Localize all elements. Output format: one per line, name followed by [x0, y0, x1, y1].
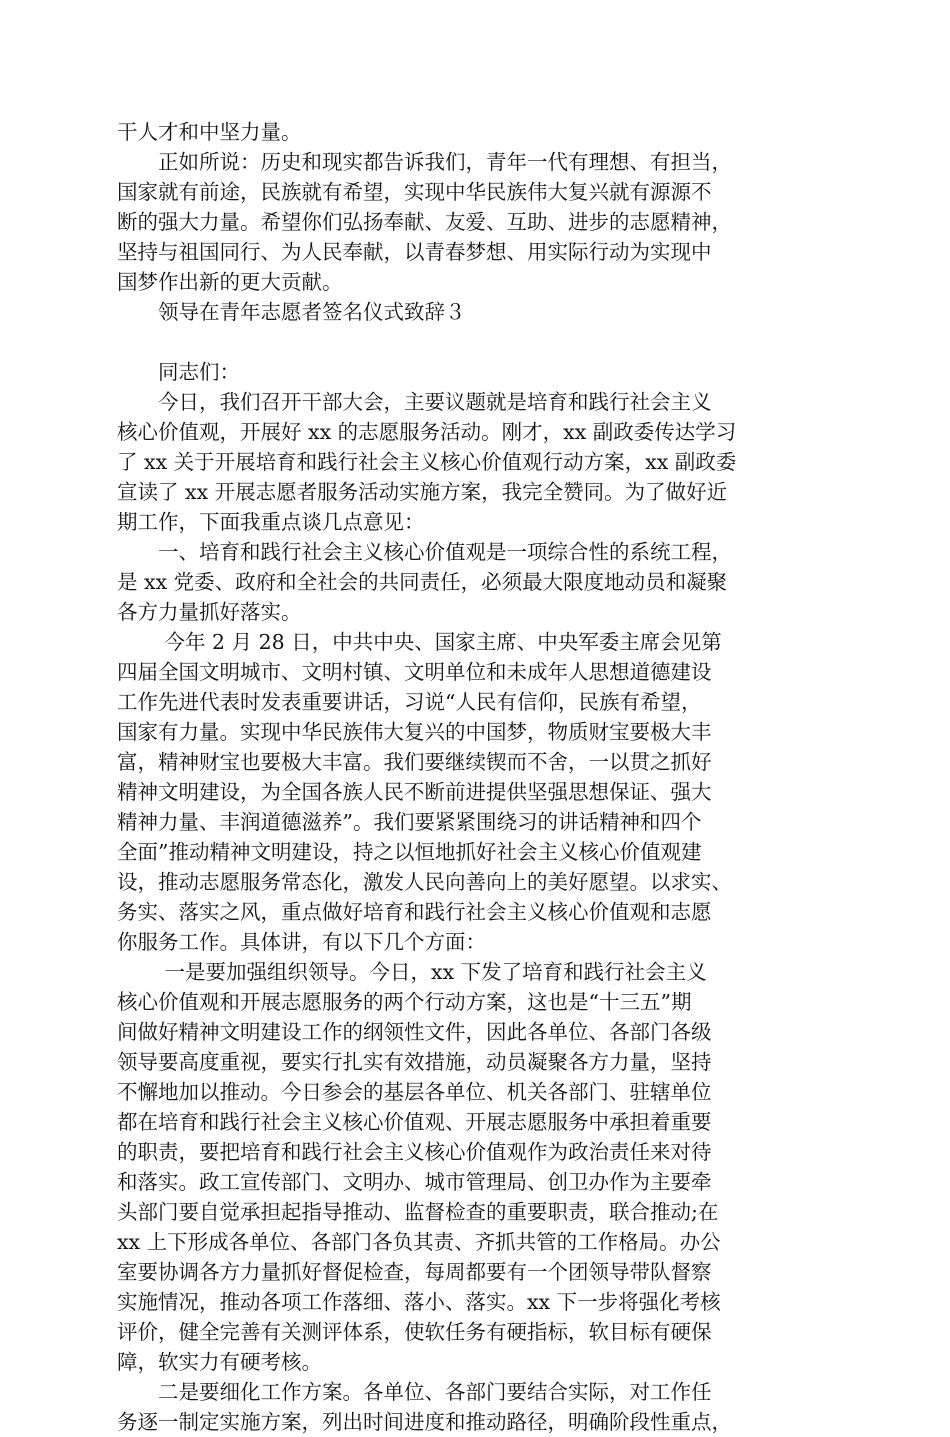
text-line: 是 xx 党委、政府和全社会的共同责任，必须最大限度地动员和凝聚 [117, 570, 728, 594]
text-line: 今日，我们召开干部大会，主要议题就是培育和践行社会主义 [117, 390, 712, 414]
text-line: 不懈地加以推动。今日参会的基层各单位、机关各部门、驻辖单位 [117, 1080, 712, 1104]
text-line: 核心价值观，开展好 xx 的志愿服务活动。刚才，xx 副政委传达学习 [117, 420, 737, 444]
text-line: 的职责，要把培育和践行社会主义核心价值观作为政治责任来对待 [117, 1140, 712, 1164]
text-line: 国家就有前途，民族就有希望，实现中华民族伟大复兴就有源源不 [117, 180, 712, 204]
text-line: 断的强大力量。希望你们弘扬奉献、友爱、互助、进步的志愿精神， [117, 210, 732, 234]
text-line: 今年 2 月 28 日，中共中央、国家主席、中央军委主席会见第 [117, 630, 722, 654]
text-line: 二是要细化工作方案。各单位、各部门要结合实际，对工作任 [117, 1380, 712, 1404]
text-line: 各方力量抓好落实。 [117, 600, 302, 624]
text-line: 务实、落实之风，重点做好培育和践行社会主义核心价值观和志愿 [117, 900, 712, 924]
text-line: 核心价值观和开展志愿服务的两个行动方案，这也是“十三五”期 [117, 990, 692, 1014]
text-line: 一、培育和践行社会主义核心价值观是一项综合性的系统工程， [117, 540, 732, 564]
text-line: 正如所说：历史和现实都告诉我们，青年一代有理想、有担当， [117, 150, 732, 174]
text-line: 和落实。政工宣传部门、文明办、城市管理局、创卫办作为主要牵 [117, 1170, 712, 1194]
text-line: 你服务工作。具体讲，有以下几个方面： [117, 930, 486, 954]
text-line: 领导要高度重视，要实行扎实有效措施，动员凝聚各方力量，坚持 [117, 1050, 712, 1074]
text-line: 室要协调各方力量抓好督促检查，每周都要有一个团领导带队督察 [117, 1260, 712, 1284]
text-line: 务逐一制定实施方案，列出时间进度和推动路径，明确阶段性重点， [117, 1410, 732, 1434]
text-line: 头部门要自觉承担起指导推动、监督检查的重要职责，联合推动;在 [117, 1200, 719, 1224]
text-line: 障，软实力有硬考核。 [117, 1350, 322, 1374]
text-line: 四届全国文明城市、文明村镇、文明单位和未成年人思想道德建设 [117, 660, 712, 684]
text-line: 富，精神财宝也要极大丰富。我们要继续锲而不舍，一以贯之抓好 [117, 750, 712, 774]
document-body [117, 117, 833, 1437]
text-line: 同志们： [117, 360, 240, 384]
text-line: 工作先进代表时发表重要讲话，习说“人民有信仰，民族有希望， [117, 690, 702, 714]
text-line: 实施情况，推动各项工作落细、落小、落实。xx 下一步将强化考核 [117, 1290, 721, 1314]
text-line: 设，推动志愿服务常态化，激发人民向善向上的美好愿望。以求实、 [117, 870, 732, 894]
text-line: 国梦作出新的更大贡献。 [117, 270, 343, 294]
text-line: 精神文明建设，为全国各族人民不断前进提供坚强思想保证、强大 [117, 780, 712, 804]
text-line: 宣读了 xx 开展志愿者服务活动实施方案，我完全赞同。为了做好近 [117, 480, 728, 504]
text-line: 都在培育和践行社会主义核心价值观、开展志愿服务中承担着重要 [117, 1110, 712, 1134]
text-line: 国家有力量。实现中华民族伟大复兴的中国梦，物质财宝要极大丰 [117, 720, 712, 744]
text-line: 间做好精神文明建设工作的纲领性文件，因此各单位、各部门各级 [117, 1020, 712, 1044]
text-line: 干人才和中坚力量。 [117, 120, 302, 144]
text-line: 一是要加强组织领导。今日，xx 下发了培育和践行社会主义 [117, 960, 707, 984]
text-line: xx 上下形成各单位、各部门各负其责、齐抓共管的工作格局。办公 [117, 1230, 721, 1254]
text-line: 了 xx 关于开展培育和践行社会主义核心价值观行动方案，xx 副政委 [117, 450, 737, 474]
text-line: 期工作，下面我重点谈几点意见： [117, 510, 425, 534]
text-line: 评价，健全完善有关测评体系，使软任务有硬指标，软目标有硬保 [117, 1320, 712, 1344]
text-line: 精神力量、丰润道德滋养”。我们要紧紧围绕习的讲话精神和四个 [117, 810, 702, 834]
text-line: 全面”推动精神文明建设，持之以恒地抓好社会主义核心价值观建 [117, 840, 702, 864]
text-line: 坚持与祖国同行、为人民奉献，以青春梦想、用实际行动为实现中 [117, 240, 712, 264]
blank-line [117, 327, 833, 357]
text-line: 领导在青年志愿者签名仪式致辞３ [117, 300, 466, 324]
